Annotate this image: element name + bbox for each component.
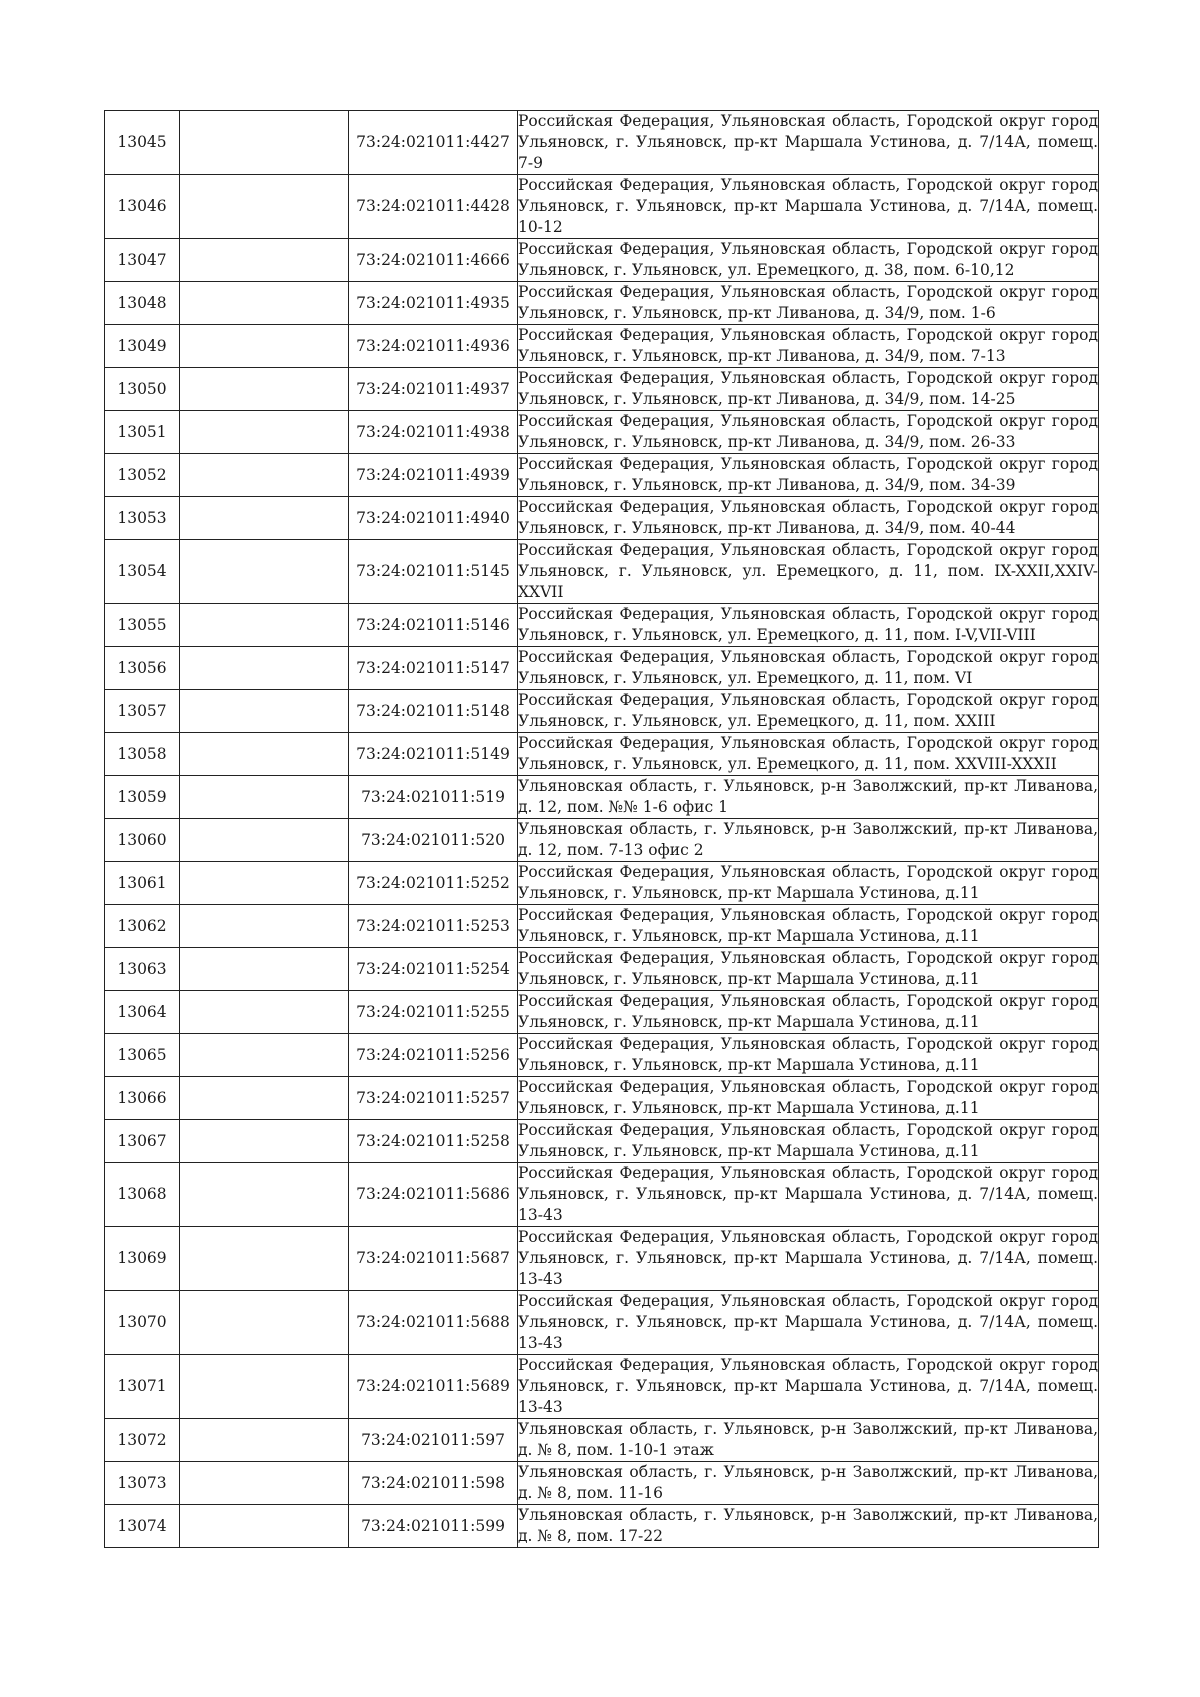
table-row xyxy=(105,411,1099,454)
row-blank-cell xyxy=(180,776,349,819)
row-blank-cell xyxy=(180,368,349,411)
cadastral-number: 73:24:021011:5257 xyxy=(349,1077,518,1120)
row-blank-cell xyxy=(180,690,349,733)
row-number: 13068 xyxy=(105,1163,180,1227)
row-blank-cell xyxy=(180,1227,349,1291)
cadastral-number: 73:24:021011:4935 xyxy=(349,282,518,325)
row-blank-cell xyxy=(180,282,349,325)
property-registry-table xyxy=(104,110,1099,1548)
row-blank-cell xyxy=(180,1034,349,1077)
row-blank-cell xyxy=(180,1291,349,1355)
table-row xyxy=(105,905,1099,948)
row-number: 13050 xyxy=(105,368,180,411)
table-row xyxy=(105,239,1099,282)
property-address: Российская Федерация, Ульяновская область, Городской округ город Ульяновск, г. Ульяновск, пр-кт Маршала Устинова, д. 7/14А, помещ. 13-43 xyxy=(518,1163,1099,1227)
row-blank-cell xyxy=(180,604,349,647)
property-address: Ульяновская область, г. Ульяновск, р-н Заволжский, пр-кт Ливанова, д. 12, пом. 7-13 офис 2 xyxy=(518,819,1099,862)
row-number: 13063 xyxy=(105,948,180,991)
row-blank-cell xyxy=(180,647,349,690)
property-address: Российская Федерация, Ульяновская область, Городской округ город Ульяновск, г. Ульяновск, пр-кт Маршала Устинова, д. 7/14А, помещ. 13-43 xyxy=(518,1227,1099,1291)
row-blank-cell xyxy=(180,175,349,239)
cadastral-number: 73:24:021011:5145 xyxy=(349,540,518,604)
row-number: 13054 xyxy=(105,540,180,604)
row-blank-cell xyxy=(180,819,349,862)
property-address: Российская Федерация, Ульяновская область, Городской округ город Ульяновск, г. Ульяновск, пр-кт Маршала Устинова, д.11 xyxy=(518,862,1099,905)
property-address: Российская Федерация, Ульяновская область, Городской округ город Ульяновск, г. Ульяновск, пр-кт Маршала Устинова, д. 7/14А, помещ. 10-12 xyxy=(518,175,1099,239)
table-row xyxy=(105,175,1099,239)
cadastral-number: 73:24:021011:5687 xyxy=(349,1227,518,1291)
table-row xyxy=(105,1120,1099,1163)
table-row xyxy=(105,497,1099,540)
table-row xyxy=(105,1034,1099,1077)
row-number: 13071 xyxy=(105,1355,180,1419)
row-blank-cell xyxy=(180,991,349,1034)
cadastral-number: 73:24:021011:520 xyxy=(349,819,518,862)
property-address: Российская Федерация, Ульяновская область, Городской округ город Ульяновск, г. Ульяновск, пр-кт Ливанова, д. 34/9, пом. 7-13 xyxy=(518,325,1099,368)
cadastral-number: 73:24:021011:4939 xyxy=(349,454,518,497)
property-address: Российская Федерация, Ульяновская область, Городской округ город Ульяновск, г. Ульяновск, пр-кт Ливанова, д. 34/9, пом. 14-25 xyxy=(518,368,1099,411)
property-address: Российская Федерация, Ульяновская область, Городской округ город Ульяновск, г. Ульяновск, пр-кт Маршала Устинова, д.11 xyxy=(518,1120,1099,1163)
table-row xyxy=(105,1505,1099,1548)
registry-table-body xyxy=(105,111,1099,1548)
cadastral-number: 73:24:021011:5688 xyxy=(349,1291,518,1355)
property-address: Ульяновская область, г. Ульяновск, р-н Заволжский, пр-кт Ливанова, д. № 8, пом. 11-16 xyxy=(518,1462,1099,1505)
row-blank-cell xyxy=(180,411,349,454)
table-row xyxy=(105,733,1099,776)
property-address: Российская Федерация, Ульяновская область, Городской округ город Ульяновск, г. Ульяновск, пр-кт Ливанова, д. 34/9, пом. 40-44 xyxy=(518,497,1099,540)
table-row xyxy=(105,1077,1099,1120)
property-address: Российская Федерация, Ульяновская область, Городской округ город Ульяновск, г. Ульяновск, ул. Еремецкого, д. 38, пом. 6-10,12 xyxy=(518,239,1099,282)
row-number: 13069 xyxy=(105,1227,180,1291)
table-row xyxy=(105,604,1099,647)
row-number: 13055 xyxy=(105,604,180,647)
cadastral-number: 73:24:021011:4666 xyxy=(349,239,518,282)
property-address: Ульяновская область, г. Ульяновск, р-н Заволжский, пр-кт Ливанова, д. 12, пом. №№ 1-6 офис 1 xyxy=(518,776,1099,819)
table-row xyxy=(105,1227,1099,1291)
row-blank-cell xyxy=(180,454,349,497)
table-row xyxy=(105,540,1099,604)
cadastral-number: 73:24:021011:5149 xyxy=(349,733,518,776)
row-number: 13067 xyxy=(105,1120,180,1163)
property-address: Российская Федерация, Ульяновская область, Городской округ город Ульяновск, г. Ульяновск, пр-кт Маршала Устинова, д.11 xyxy=(518,905,1099,948)
table-row xyxy=(105,819,1099,862)
table-row xyxy=(105,690,1099,733)
property-address: Российская Федерация, Ульяновская область, Городской округ город Ульяновск, г. Ульяновск, пр-кт Ливанова, д. 34/9, пом. 34-39 xyxy=(518,454,1099,497)
property-address: Российская Федерация, Ульяновская область, Городской округ город Ульяновск, г. Ульяновск, ул. Еремецкого, д. 11, пом. XXIII xyxy=(518,690,1099,733)
row-blank-cell xyxy=(180,1120,349,1163)
property-address: Российская Федерация, Ульяновская область, Городской округ город Ульяновск, г. Ульяновск, пр-кт Маршала Устинова, д.11 xyxy=(518,1034,1099,1077)
table-row xyxy=(105,862,1099,905)
row-blank-cell xyxy=(180,540,349,604)
property-address: Российская Федерация, Ульяновская область, Городской округ город Ульяновск, г. Ульяновск, пр-кт Маршала Устинова, д. 7/14А, помещ. 7-9 xyxy=(518,111,1099,175)
cadastral-number: 73:24:021011:519 xyxy=(349,776,518,819)
table-row xyxy=(105,1355,1099,1419)
table-row xyxy=(105,991,1099,1034)
row-number: 13074 xyxy=(105,1505,180,1548)
cadastral-number: 73:24:021011:5252 xyxy=(349,862,518,905)
table-row xyxy=(105,1462,1099,1505)
property-address: Российская Федерация, Ульяновская область, Городской округ город Ульяновск, г. Ульяновск, ул. Еремецкого, д. 11, пом. VI xyxy=(518,647,1099,690)
row-blank-cell xyxy=(180,948,349,991)
cadastral-number: 73:24:021011:4937 xyxy=(349,368,518,411)
table-row xyxy=(105,325,1099,368)
property-address: Российская Федерация, Ульяновская область, Городской округ город Ульяновск, г. Ульяновск, ул. Еремецкого, д. 11, пом. XXVIII-XXXII xyxy=(518,733,1099,776)
row-blank-cell xyxy=(180,1505,349,1548)
row-blank-cell xyxy=(180,1462,349,1505)
row-blank-cell xyxy=(180,862,349,905)
row-number: 13059 xyxy=(105,776,180,819)
cadastral-number: 73:24:021011:4938 xyxy=(349,411,518,454)
cadastral-number: 73:24:021011:5256 xyxy=(349,1034,518,1077)
property-address: Российская Федерация, Ульяновская область, Городской округ город Ульяновск, г. Ульяновск, пр-кт Маршала Устинова, д. 7/14А, помещ. 13-43 xyxy=(518,1291,1099,1355)
table-row xyxy=(105,948,1099,991)
row-number: 13066 xyxy=(105,1077,180,1120)
cadastral-number: 73:24:021011:597 xyxy=(349,1419,518,1462)
table-row xyxy=(105,1291,1099,1355)
row-number: 13070 xyxy=(105,1291,180,1355)
cadastral-number: 73:24:021011:5258 xyxy=(349,1120,518,1163)
row-number: 13062 xyxy=(105,905,180,948)
cadastral-number: 73:24:021011:5254 xyxy=(349,948,518,991)
row-number: 13045 xyxy=(105,111,180,175)
row-blank-cell xyxy=(180,111,349,175)
row-number: 13048 xyxy=(105,282,180,325)
row-number: 13060 xyxy=(105,819,180,862)
cadastral-number: 73:24:021011:5689 xyxy=(349,1355,518,1419)
row-number: 13052 xyxy=(105,454,180,497)
row-blank-cell xyxy=(180,905,349,948)
cadastral-number: 73:24:021011:4936 xyxy=(349,325,518,368)
property-address: Российская Федерация, Ульяновская область, Городской округ город Ульяновск, г. Ульяновск, пр-кт Маршала Устинова, д. 7/14А, помещ. 13-43 xyxy=(518,1355,1099,1419)
row-number: 13058 xyxy=(105,733,180,776)
row-number: 13064 xyxy=(105,991,180,1034)
row-blank-cell xyxy=(180,1355,349,1419)
row-blank-cell xyxy=(180,239,349,282)
cadastral-number: 73:24:021011:5255 xyxy=(349,991,518,1034)
row-blank-cell xyxy=(180,1419,349,1462)
table-row xyxy=(105,647,1099,690)
row-blank-cell xyxy=(180,1077,349,1120)
table-row xyxy=(105,1163,1099,1227)
cadastral-number: 73:24:021011:5147 xyxy=(349,647,518,690)
cadastral-number: 73:24:021011:598 xyxy=(349,1462,518,1505)
property-address: Российская Федерация, Ульяновская область, Городской округ город Ульяновск, г. Ульяновск, пр-кт Маршала Устинова, д.11 xyxy=(518,991,1099,1034)
property-address: Российская Федерация, Ульяновская область, Городской округ город Ульяновск, г. Ульяновск, пр-кт Маршала Устинова, д.11 xyxy=(518,948,1099,991)
row-number: 13057 xyxy=(105,690,180,733)
row-number: 13053 xyxy=(105,497,180,540)
cadastral-number: 73:24:021011:5148 xyxy=(349,690,518,733)
property-address: Российская Федерация, Ульяновская область, Городской округ город Ульяновск, г. Ульяновск, пр-кт Ливанова, д. 34/9, пом. 1-6 xyxy=(518,282,1099,325)
table-row xyxy=(105,282,1099,325)
cadastral-number: 73:24:021011:4427 xyxy=(349,111,518,175)
row-number: 13056 xyxy=(105,647,180,690)
row-blank-cell xyxy=(180,733,349,776)
row-number: 13073 xyxy=(105,1462,180,1505)
row-blank-cell xyxy=(180,1163,349,1227)
property-address: Ульяновская область, г. Ульяновск, р-н Заволжский, пр-кт Ливанова, д. № 8, пом. 1-10-1 этаж xyxy=(518,1419,1099,1462)
table-row xyxy=(105,111,1099,175)
property-address: Российская Федерация, Ульяновская область, Городской округ город Ульяновск, г. Ульяновск, ул. Еремецкого, д. 11, пом. IX-XXII,XXIV-XXVII xyxy=(518,540,1099,604)
row-number: 13046 xyxy=(105,175,180,239)
row-blank-cell xyxy=(180,325,349,368)
row-number: 13065 xyxy=(105,1034,180,1077)
cadastral-number: 73:24:021011:4428 xyxy=(349,175,518,239)
cadastral-number: 73:24:021011:5146 xyxy=(349,604,518,647)
table-row xyxy=(105,454,1099,497)
cadastral-number: 73:24:021011:4940 xyxy=(349,497,518,540)
table-row xyxy=(105,1419,1099,1462)
row-number: 13061 xyxy=(105,862,180,905)
property-address: Российская Федерация, Ульяновская область, Городской округ город Ульяновск, г. Ульяновск, пр-кт Маршала Устинова, д.11 xyxy=(518,1077,1099,1120)
row-number: 13047 xyxy=(105,239,180,282)
cadastral-number: 73:24:021011:5253 xyxy=(349,905,518,948)
table-row xyxy=(105,368,1099,411)
property-address: Ульяновская область, г. Ульяновск, р-н Заволжский, пр-кт Ливанова, д. № 8, пом. 17-22 xyxy=(518,1505,1099,1548)
cadastral-number: 73:24:021011:599 xyxy=(349,1505,518,1548)
property-address: Российская Федерация, Ульяновская область, Городской округ город Ульяновск, г. Ульяновск, пр-кт Ливанова, д. 34/9, пом. 26-33 xyxy=(518,411,1099,454)
table-row xyxy=(105,776,1099,819)
row-number: 13049 xyxy=(105,325,180,368)
row-number: 13072 xyxy=(105,1419,180,1462)
row-number: 13051 xyxy=(105,411,180,454)
row-blank-cell xyxy=(180,497,349,540)
cadastral-number: 73:24:021011:5686 xyxy=(349,1163,518,1227)
property-address: Российская Федерация, Ульяновская область, Городской округ город Ульяновск, г. Ульяновск, ул. Еремецкого, д. 11, пом. I-V,VII-VIII xyxy=(518,604,1099,647)
